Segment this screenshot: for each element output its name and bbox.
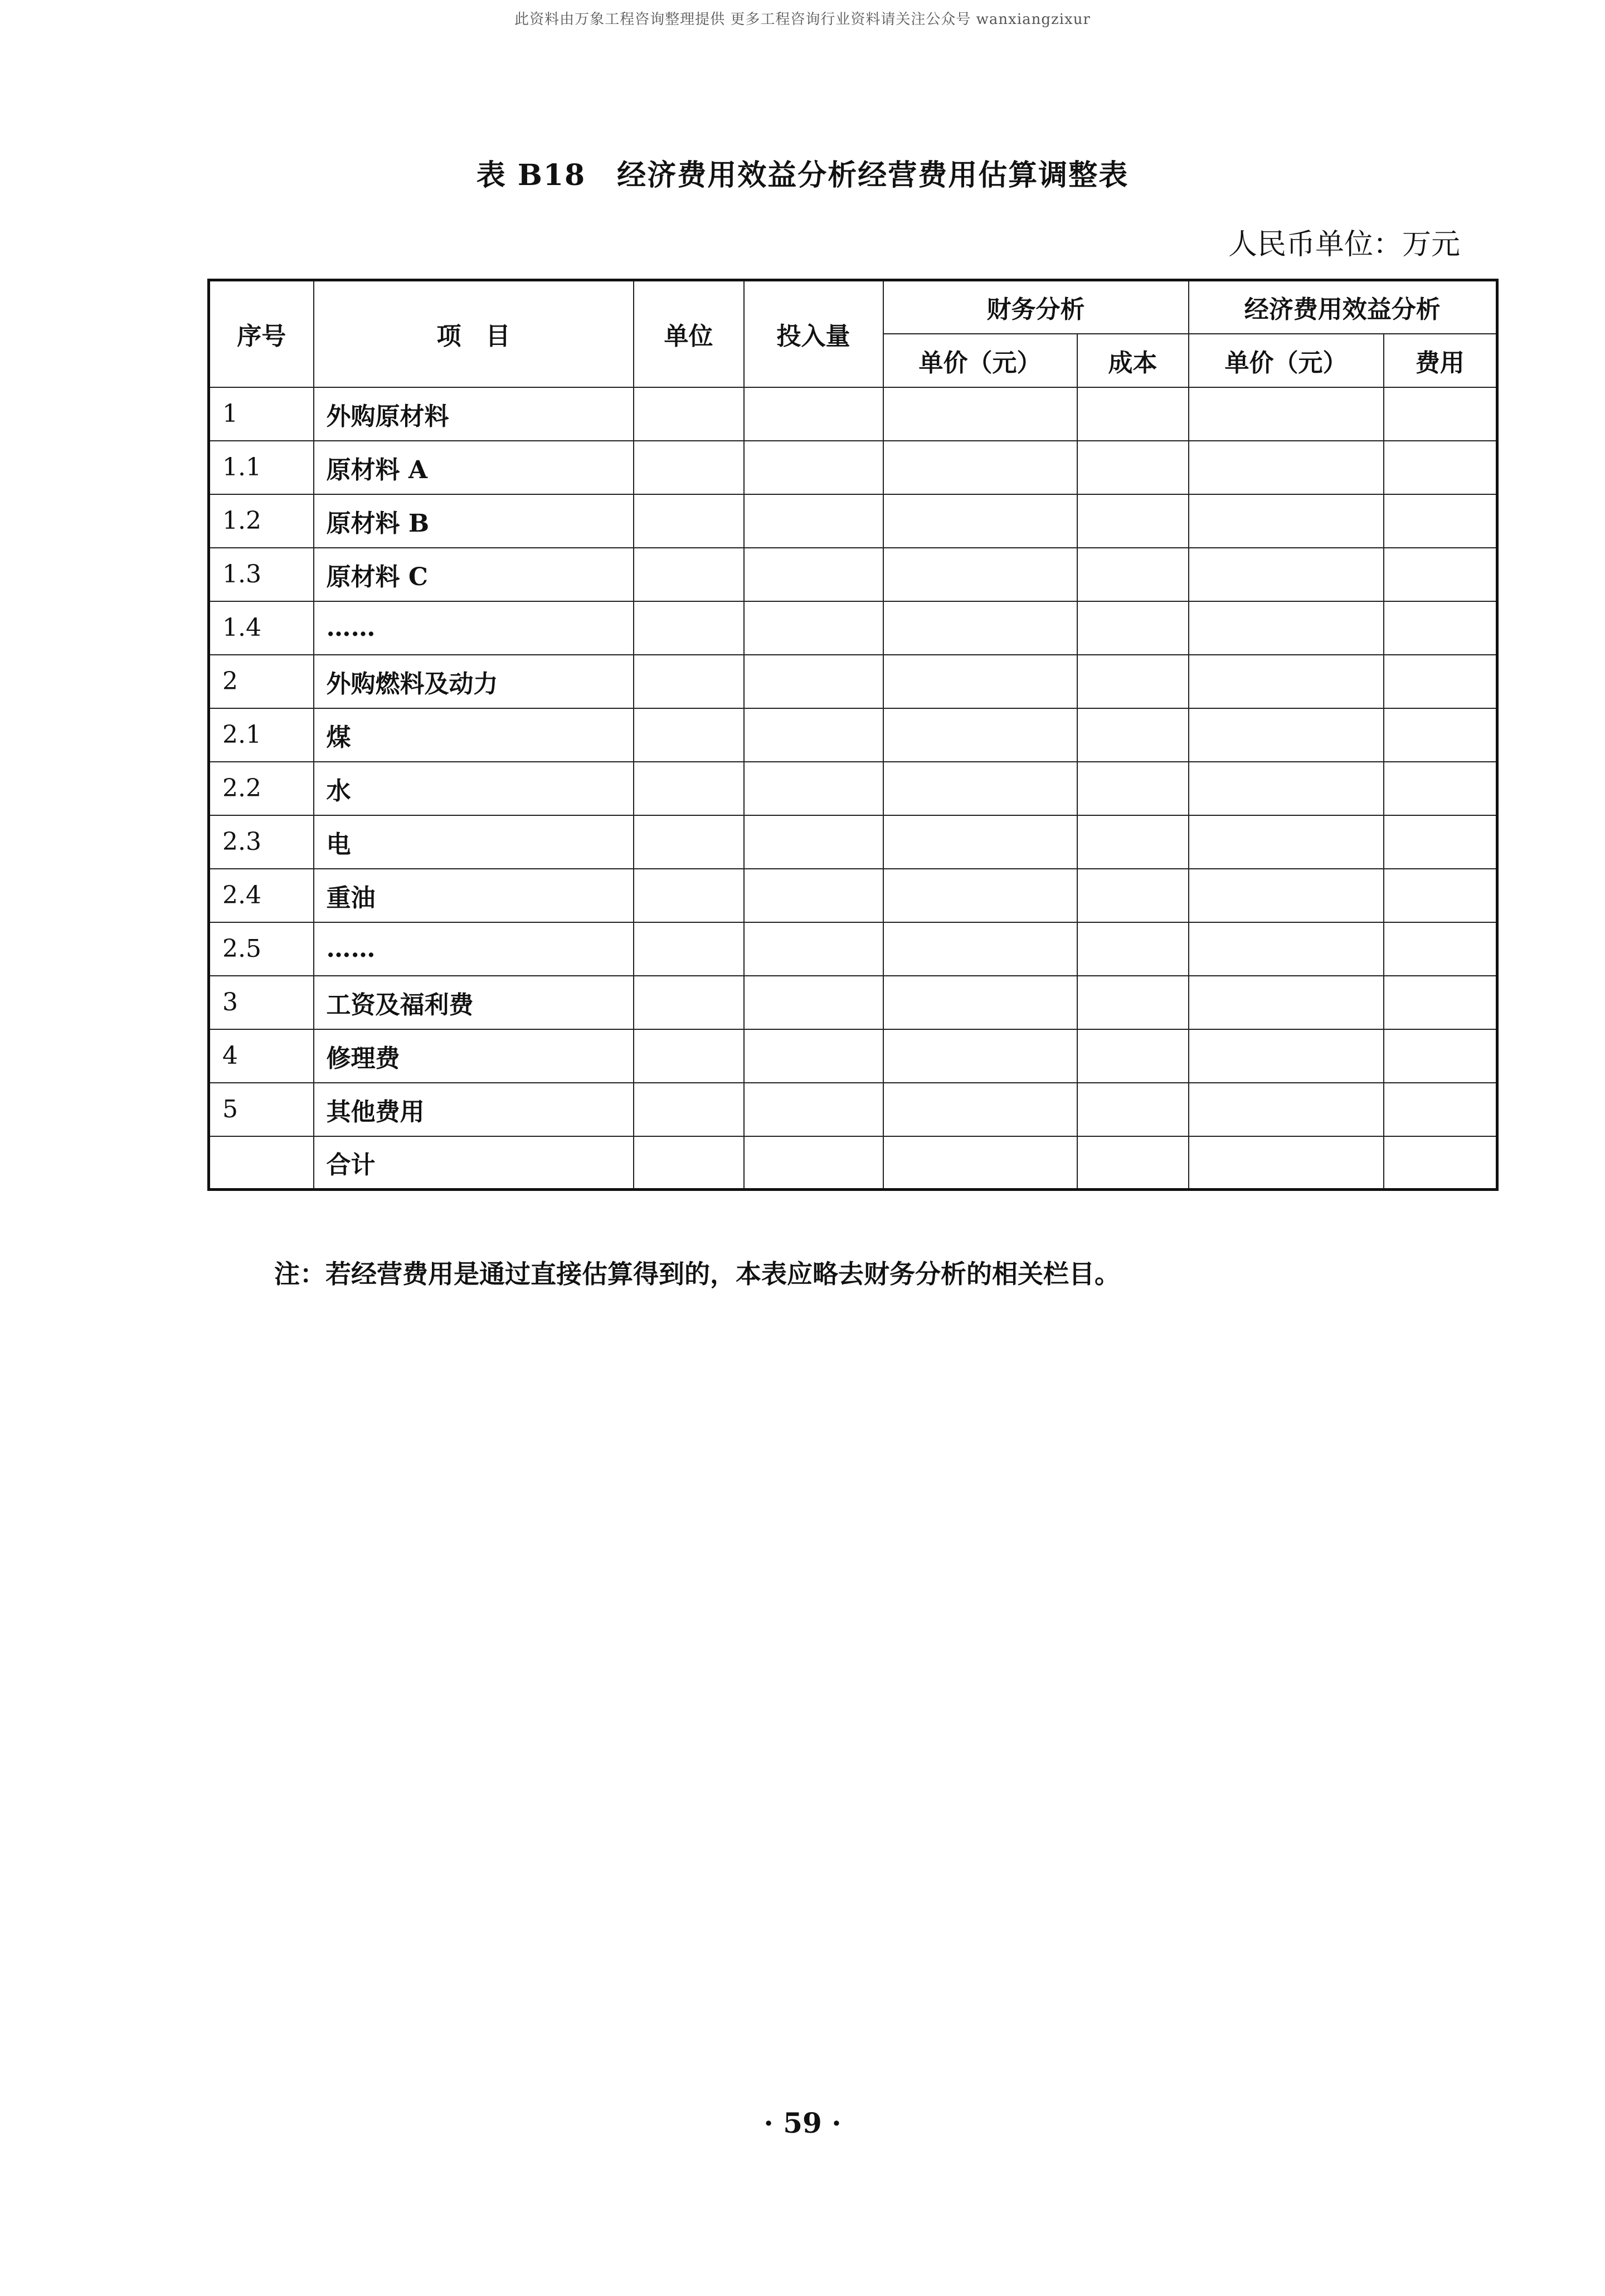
header-note: 此资料由万象工程咨询整理提供 更多工程咨询行业资料请关注公众号 wanxiangzixur bbox=[514, 11, 1091, 28]
row-item: 电 bbox=[314, 815, 634, 869]
row-fin-price-cell bbox=[883, 387, 1077, 441]
row-fin-price-cell bbox=[883, 441, 1077, 494]
row-unit-cell bbox=[634, 655, 744, 708]
row-fin-cost-cell bbox=[1077, 708, 1189, 762]
row-seq: 1.4 bbox=[209, 601, 314, 655]
row-fin-cost-cell bbox=[1077, 601, 1189, 655]
row-seq: 2.4 bbox=[209, 869, 314, 922]
row-seq: 1 bbox=[209, 387, 314, 441]
row-seq: 3 bbox=[209, 976, 314, 1029]
row-seq: 1.1 bbox=[209, 441, 314, 494]
row-eco-price-cell bbox=[1189, 387, 1384, 441]
table-number: 表 B18 bbox=[476, 158, 586, 192]
row-seq: 2.5 bbox=[209, 922, 314, 976]
row-item: 重油 bbox=[314, 869, 634, 922]
row-unit-cell bbox=[634, 1083, 744, 1136]
table-body bbox=[209, 387, 1497, 1190]
row-fin-price-cell bbox=[883, 815, 1077, 869]
row-item: 工资及福利费 bbox=[314, 976, 634, 1029]
row-fin-price-cell bbox=[883, 548, 1077, 601]
table-row bbox=[209, 976, 1497, 1029]
row-seq: 1.2 bbox=[209, 494, 314, 548]
row-fin-cost-cell bbox=[1077, 762, 1189, 815]
row-eco-cost-cell bbox=[1384, 494, 1497, 548]
row-fin-cost-cell bbox=[1077, 1136, 1189, 1190]
table-row bbox=[209, 1083, 1497, 1136]
row-eco-price-cell bbox=[1189, 1029, 1384, 1083]
row-seq: 5 bbox=[209, 1083, 314, 1136]
table-row bbox=[209, 655, 1497, 708]
row-eco-cost-cell bbox=[1384, 1029, 1497, 1083]
row-fin-price-cell bbox=[883, 922, 1077, 976]
row-unit-cell bbox=[634, 441, 744, 494]
row-input-cell bbox=[744, 441, 883, 494]
row-input-cell bbox=[744, 387, 883, 441]
row-item: 原材料 A bbox=[314, 441, 634, 494]
row-unit-cell bbox=[634, 922, 744, 976]
row-seq: 2.2 bbox=[209, 762, 314, 815]
header-item: 项 目 bbox=[314, 280, 634, 387]
row-fin-cost-cell bbox=[1077, 815, 1189, 869]
header-financial: 财务分析 bbox=[883, 280, 1189, 334]
row-eco-price-cell bbox=[1189, 494, 1384, 548]
row-item: 其他费用 bbox=[314, 1083, 634, 1136]
row-fin-price-cell bbox=[883, 601, 1077, 655]
row-seq: 2.3 bbox=[209, 815, 314, 869]
row-input-cell bbox=[744, 976, 883, 1029]
row-fin-price-cell bbox=[883, 494, 1077, 548]
row-item: 合计 bbox=[314, 1136, 634, 1190]
row-eco-cost-cell bbox=[1384, 922, 1497, 976]
header-economic: 经济费用效益分析 bbox=[1189, 280, 1497, 334]
row-fin-cost-cell bbox=[1077, 1029, 1189, 1083]
row-eco-cost-cell bbox=[1384, 601, 1497, 655]
row-fin-cost-cell bbox=[1077, 869, 1189, 922]
row-eco-cost-cell bbox=[1384, 762, 1497, 815]
header-input: 投入量 bbox=[744, 280, 883, 387]
table-row bbox=[209, 1029, 1497, 1083]
row-fin-cost-cell bbox=[1077, 1083, 1189, 1136]
row-fin-price-cell bbox=[883, 708, 1077, 762]
row-eco-price-cell bbox=[1189, 548, 1384, 601]
row-item: 原材料 C bbox=[314, 548, 634, 601]
row-fin-price-cell bbox=[883, 869, 1077, 922]
row-unit-cell bbox=[634, 494, 744, 548]
row-eco-price-cell bbox=[1189, 655, 1384, 708]
header-eco-price: 单价（元） bbox=[1189, 334, 1384, 387]
row-eco-cost-cell bbox=[1384, 708, 1497, 762]
row-input-cell bbox=[744, 1029, 883, 1083]
row-unit-cell bbox=[634, 815, 744, 869]
row-fin-cost-cell bbox=[1077, 387, 1189, 441]
row-eco-cost-cell bbox=[1384, 655, 1497, 708]
unit-note: 人民币单位：万元 bbox=[1228, 228, 1460, 261]
table-row bbox=[209, 441, 1497, 494]
row-fin-price-cell bbox=[883, 1083, 1077, 1136]
row-eco-price-cell bbox=[1189, 976, 1384, 1029]
header-unit: 单位 bbox=[634, 280, 744, 387]
row-seq bbox=[209, 1136, 314, 1190]
row-item: 修理费 bbox=[314, 1029, 634, 1083]
row-eco-cost-cell bbox=[1384, 548, 1497, 601]
row-seq: 1.3 bbox=[209, 548, 314, 601]
table-row bbox=[209, 601, 1497, 655]
row-input-cell bbox=[744, 708, 883, 762]
row-eco-price-cell bbox=[1189, 601, 1384, 655]
row-eco-cost-cell bbox=[1384, 1083, 1497, 1136]
row-input-cell bbox=[744, 922, 883, 976]
row-eco-price-cell bbox=[1189, 441, 1384, 494]
row-fin-price-cell bbox=[883, 655, 1077, 708]
row-fin-price-cell bbox=[883, 1029, 1077, 1083]
footnote: 注：若经营费用是通过直接估算得到的，本表应略去财务分析的相关栏目。 bbox=[274, 1259, 1120, 1289]
row-seq: 2.1 bbox=[209, 708, 314, 762]
cost-adjustment-table bbox=[207, 279, 1499, 1191]
row-input-cell bbox=[744, 548, 883, 601]
row-input-cell bbox=[744, 869, 883, 922]
row-item: 水 bbox=[314, 762, 634, 815]
row-item: 原材料 B bbox=[314, 494, 634, 548]
row-input-cell bbox=[744, 655, 883, 708]
row-eco-cost-cell bbox=[1384, 815, 1497, 869]
row-fin-price-cell bbox=[883, 762, 1077, 815]
table-row bbox=[209, 708, 1497, 762]
table-row bbox=[209, 548, 1497, 601]
row-unit-cell bbox=[634, 601, 744, 655]
row-eco-cost-cell bbox=[1384, 976, 1497, 1029]
row-unit-cell bbox=[634, 869, 744, 922]
table-title bbox=[0, 152, 1605, 193]
row-input-cell bbox=[744, 815, 883, 869]
row-fin-cost-cell bbox=[1077, 441, 1189, 494]
row-eco-price-cell bbox=[1189, 922, 1384, 976]
table-row bbox=[209, 1136, 1497, 1190]
row-item: 外购燃料及动力 bbox=[314, 655, 634, 708]
table-row bbox=[209, 815, 1497, 869]
row-item: 煤 bbox=[314, 708, 634, 762]
header-fin-price: 单价（元） bbox=[883, 334, 1077, 387]
row-eco-cost-cell bbox=[1384, 441, 1497, 494]
table-title-text: 经济费用效益分析经营费用估算调整表 bbox=[617, 158, 1129, 192]
row-fin-cost-cell bbox=[1077, 976, 1189, 1029]
row-input-cell bbox=[744, 1136, 883, 1190]
row-unit-cell bbox=[634, 708, 744, 762]
row-fin-price-cell bbox=[883, 976, 1077, 1029]
header-seq: 序号 bbox=[209, 280, 314, 387]
row-fin-cost-cell bbox=[1077, 655, 1189, 708]
row-fin-cost-cell bbox=[1077, 548, 1189, 601]
row-eco-price-cell bbox=[1189, 708, 1384, 762]
row-item: …… bbox=[314, 601, 634, 655]
row-unit-cell bbox=[634, 548, 744, 601]
row-eco-cost-cell bbox=[1384, 1136, 1497, 1190]
table-row bbox=[209, 494, 1497, 548]
row-eco-cost-cell bbox=[1384, 387, 1497, 441]
row-eco-price-cell bbox=[1189, 815, 1384, 869]
row-unit-cell bbox=[634, 1029, 744, 1083]
header-fin-cost: 成本 bbox=[1077, 334, 1189, 387]
row-input-cell bbox=[744, 494, 883, 548]
row-unit-cell bbox=[634, 762, 744, 815]
row-item: …… bbox=[314, 922, 634, 976]
table-row bbox=[209, 387, 1497, 441]
row-unit-cell bbox=[634, 1136, 744, 1190]
row-seq: 4 bbox=[209, 1029, 314, 1083]
row-input-cell bbox=[744, 762, 883, 815]
table-row bbox=[209, 922, 1497, 976]
row-fin-price-cell bbox=[883, 1136, 1077, 1190]
row-eco-price-cell bbox=[1189, 1136, 1384, 1190]
row-item: 外购原材料 bbox=[314, 387, 634, 441]
row-unit-cell bbox=[634, 387, 744, 441]
row-eco-price-cell bbox=[1189, 869, 1384, 922]
row-fin-cost-cell bbox=[1077, 494, 1189, 548]
table-row bbox=[209, 869, 1497, 922]
row-eco-cost-cell bbox=[1384, 869, 1497, 922]
header-eco-cost: 费用 bbox=[1384, 334, 1497, 387]
row-seq: 2 bbox=[209, 655, 314, 708]
row-unit-cell bbox=[634, 976, 744, 1029]
row-eco-price-cell bbox=[1189, 762, 1384, 815]
row-eco-price-cell bbox=[1189, 1083, 1384, 1136]
table-row bbox=[209, 762, 1497, 815]
row-input-cell bbox=[744, 601, 883, 655]
page-number: · 59 · bbox=[763, 2107, 842, 2139]
row-input-cell bbox=[744, 1083, 883, 1136]
row-fin-cost-cell bbox=[1077, 922, 1189, 976]
